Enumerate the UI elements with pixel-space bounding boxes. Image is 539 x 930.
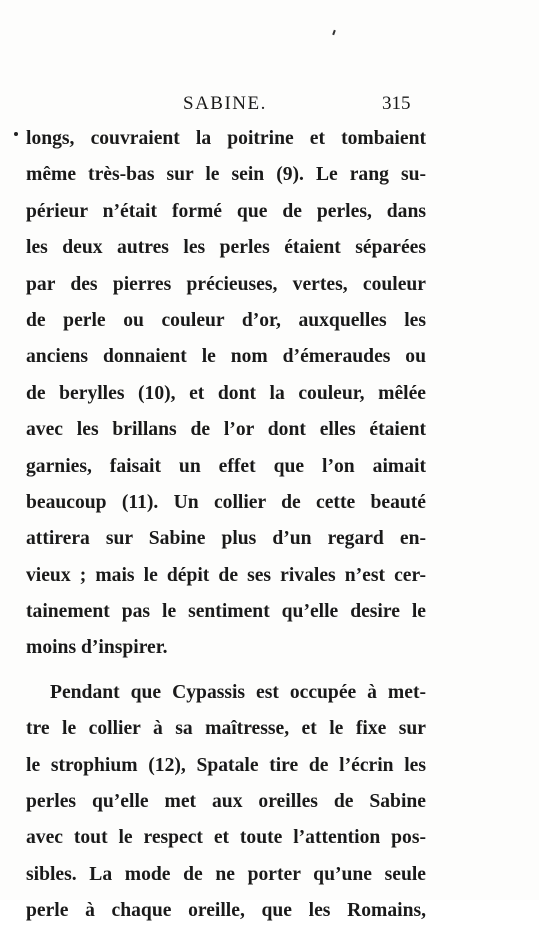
text-line: longs, couvraient la poitrine et tombaient <box>26 128 426 149</box>
text-line: avec les brillans de l’or dont elles étaient <box>26 419 426 441</box>
text-line: avec tout le respect et toute l’attention pos- <box>26 827 426 849</box>
paragraph-1 <box>26 121 426 667</box>
text-line: vieux ; mais le dépit de ses rivales n’est cer- <box>26 564 426 586</box>
text-line: tre le collier à sa maîtresse, et le fixe sur <box>26 718 426 740</box>
text-line: même très-bas sur le sein (9). Le rang su- <box>26 164 426 186</box>
text-line: perle à chaque oreille, que les Romains, <box>26 900 426 922</box>
paragraph-2 <box>26 675 426 930</box>
text-line: de perle ou couleur d’or, auxquelles les <box>26 309 426 331</box>
text-line: le strophium (12), Spatale tire de l’écrin les <box>26 754 426 776</box>
ink-speck <box>332 30 336 35</box>
text-line: garnies, faisait un effet que l’on aimait <box>26 455 426 477</box>
text-line: périeur n’était formé que de perles, dans <box>26 200 426 222</box>
running-head <box>0 93 539 119</box>
text-line: perles qu’elle met aux oreilles de Sabine <box>26 791 426 813</box>
text-line: Pendant que Cypassis est occupée à met- <box>50 681 426 703</box>
margin-mark <box>14 132 18 136</box>
text-line: beaucoup (11). Un collier de cette beauté <box>26 491 426 513</box>
text-line: anciens donnaient le nom d’émeraudes ou <box>26 346 426 368</box>
text-line: les deux autres les perles étaient séparées <box>26 237 426 259</box>
body-text <box>26 121 426 930</box>
paragraph-gap <box>26 667 426 675</box>
text-line: tainement pas le sentiment qu’elle desire le <box>26 601 426 623</box>
text-line: par des pierres précieuses, vertes, couleur <box>26 273 426 295</box>
page-number: 315 <box>382 93 411 114</box>
running-head-title: SABINE. <box>183 93 267 114</box>
text-line: moins d’inspirer. <box>26 637 168 659</box>
text-line: de berylles (10), et dont la couleur, mêlée <box>26 382 426 404</box>
text-line: sibles. La mode de ne porter qu’une seule <box>26 863 426 885</box>
text-line: attirera sur Sabine plus d’un regard en- <box>26 528 426 550</box>
